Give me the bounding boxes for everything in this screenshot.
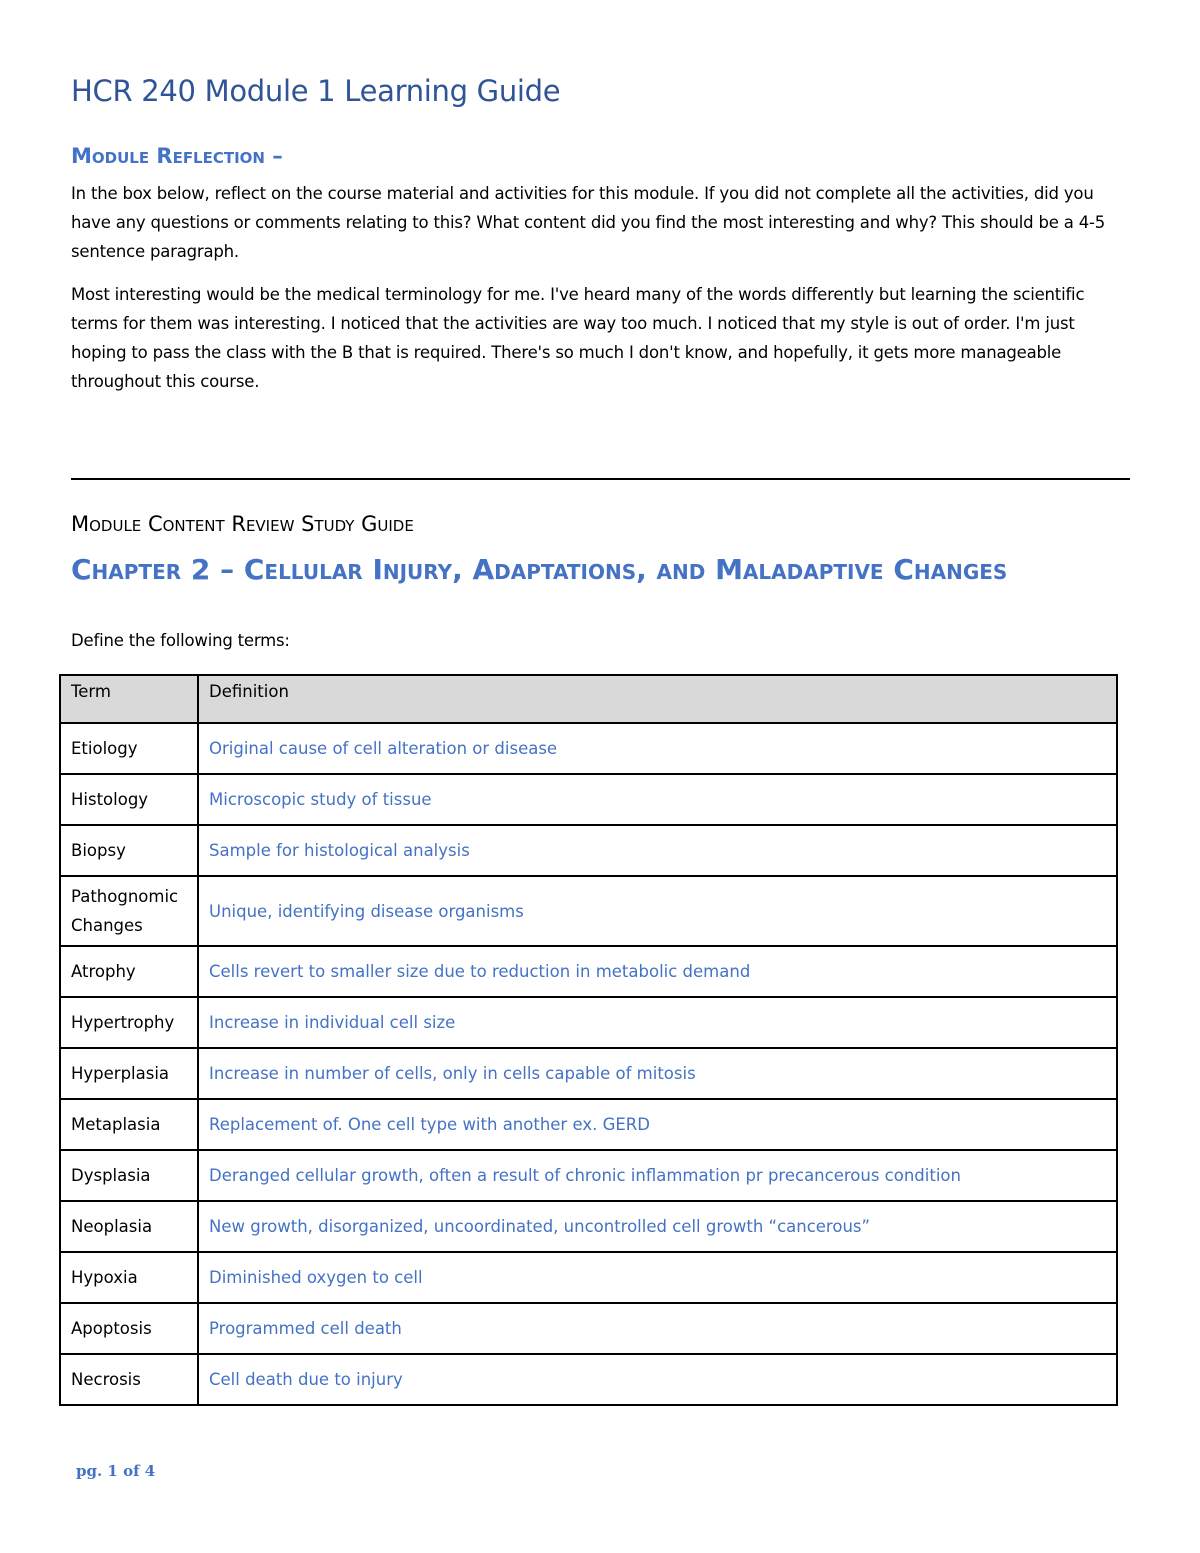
term-cell: Hypoxia xyxy=(60,1252,198,1303)
term-cell: Metaplasia xyxy=(60,1099,198,1150)
definition-cell: Replacement of. One cell type with another ex. GERD xyxy=(198,1099,1117,1150)
page-number: pg. 1 of 4 xyxy=(76,1462,156,1480)
term-cell: Pathognomic Changes xyxy=(60,876,198,946)
terms-table xyxy=(59,674,1118,1406)
term-cell: Dysplasia xyxy=(60,1150,198,1201)
section-divider xyxy=(71,478,1130,480)
definition-cell: Unique, identifying disease organisms xyxy=(198,876,1117,946)
study-guide-heading: Module Content Review Study Guide xyxy=(71,512,414,536)
term-column-header: Term xyxy=(60,675,198,723)
definition-cell: Diminished oxygen to cell xyxy=(198,1252,1117,1303)
definition-cell: Microscopic study of tissue xyxy=(198,774,1117,825)
table-row xyxy=(60,1150,1117,1201)
table-row xyxy=(60,774,1117,825)
reflection-prompt: In the box below, reflect on the course material and activities for this module. If you did not complete all the activities, did you have any questions or comments relating to this? What content did you find the most interesting and why? This should be a 4-5 sentence paragraph. xyxy=(71,184,1106,261)
term-cell: Biopsy xyxy=(60,825,198,876)
definition-cell: Cells revert to smaller size due to reduction in metabolic demand xyxy=(198,946,1117,997)
definition-column-header: Definition xyxy=(198,675,1117,723)
term-cell: Neoplasia xyxy=(60,1201,198,1252)
table-row xyxy=(60,1048,1117,1099)
term-cell: Necrosis xyxy=(60,1354,198,1405)
term-cell: Histology xyxy=(60,774,198,825)
table-row xyxy=(60,946,1117,997)
definition-cell: Original cause of cell alteration or disease xyxy=(198,723,1117,774)
page-title: HCR 240 Module 1 Learning Guide xyxy=(71,74,561,108)
term-cell: Atrophy xyxy=(60,946,198,997)
table-row xyxy=(60,876,1117,946)
definition-cell: Increase in number of cells, only in cells capable of mitosis xyxy=(198,1048,1117,1099)
table-row xyxy=(60,1099,1117,1150)
table-row xyxy=(60,1303,1117,1354)
definition-cell: Cell death due to injury xyxy=(198,1354,1117,1405)
table-row xyxy=(60,723,1117,774)
table-row xyxy=(60,1354,1117,1405)
term-cell: Etiology xyxy=(60,723,198,774)
reflection-response: Most interesting would be the medical terminology for me. I've heard many of the words differently but learning the scientific terms for them was interesting. I noticed that the activities are way too much. I noticed that my style is out of order. I'm just hoping to pass the class with the B that is required. There's so much I don't know, and hopefully, it gets more manageable throughout this course. xyxy=(71,285,1085,391)
chapter-heading: Chapter 2 – Cellular Injury, Adaptations, and Maladaptive Changes xyxy=(71,553,1008,586)
term-cell: Hyperplasia xyxy=(60,1048,198,1099)
instruction-text: Define the following terms: xyxy=(71,631,290,650)
definition-cell: Sample for histological analysis xyxy=(198,825,1117,876)
definition-cell: Programmed cell death xyxy=(198,1303,1117,1354)
table-header-row xyxy=(60,675,1117,723)
term-cell: Hypertrophy xyxy=(60,997,198,1048)
table-row xyxy=(60,997,1117,1048)
table-row xyxy=(60,825,1117,876)
definition-cell: Deranged cellular growth, often a result of chronic inflammation pr precancerous condition xyxy=(198,1150,1117,1201)
definition-cell: Increase in individual cell size xyxy=(198,997,1117,1048)
term-cell: Apoptosis xyxy=(60,1303,198,1354)
table-row xyxy=(60,1201,1117,1252)
reflection-heading: Module Reflection – xyxy=(71,144,283,168)
definition-cell: New growth, disorganized, uncoordinated, uncontrolled cell growth “cancerous” xyxy=(198,1201,1117,1252)
table-row xyxy=(60,1252,1117,1303)
